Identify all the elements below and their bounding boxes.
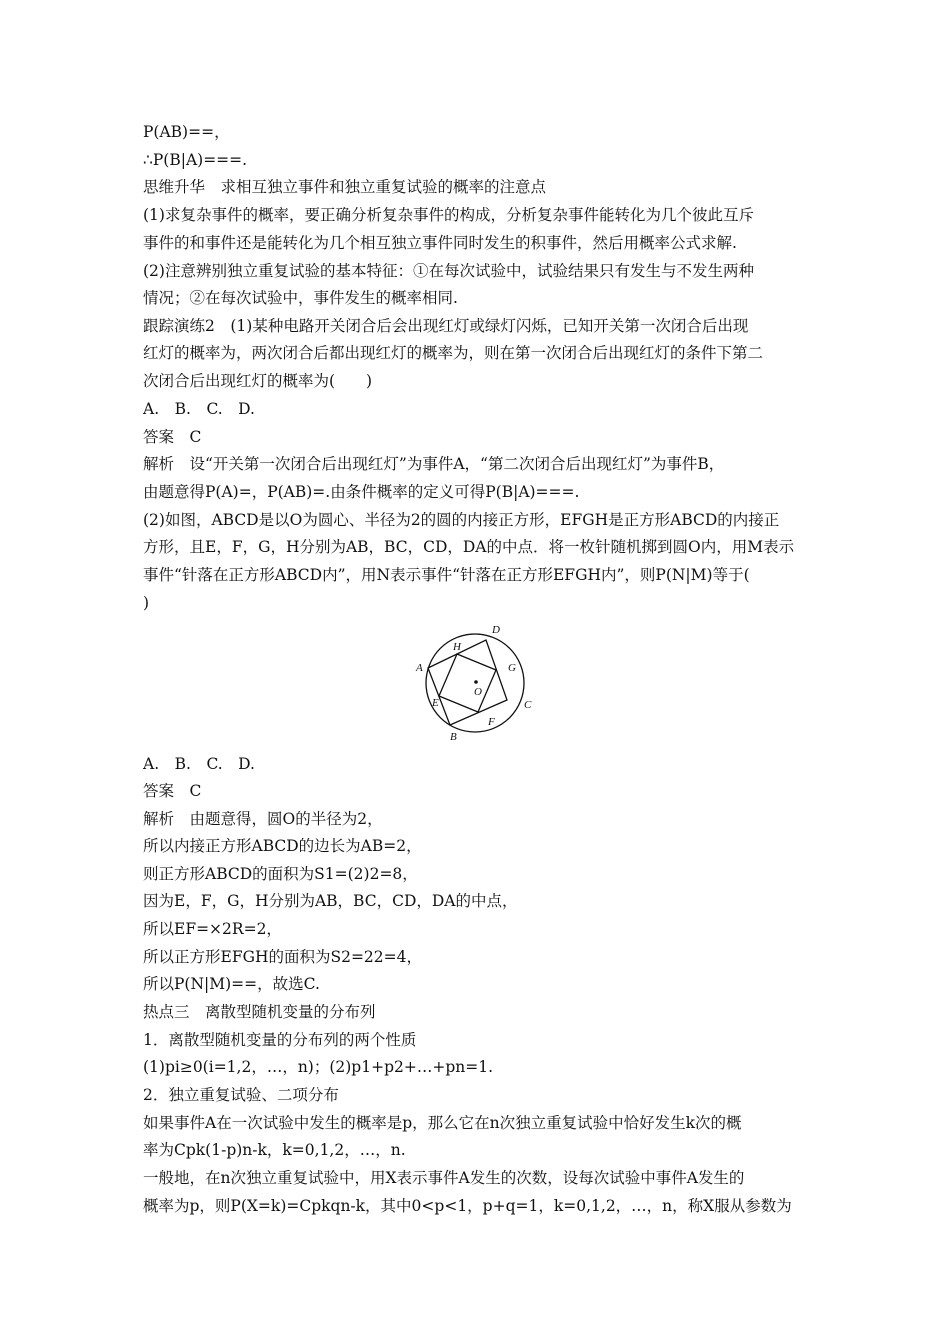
label-g: G (508, 662, 516, 674)
circle-square-diagram (410, 618, 540, 748)
square-abcd (428, 640, 507, 725)
text-line-17: 事件“针落在正方形ABCD内”，用N表示事件“针落在正方形EFGH内”，则P(N|M)等于( (143, 566, 750, 584)
text-line-11: A. B. C. D. (143, 400, 255, 418)
text-line-27: 所以P(N|M)==，故选C. (143, 975, 320, 993)
text-line-33: 率为Cpk(1-p)n-k，k=0,1,2，…，n. (143, 1141, 406, 1159)
text-line-7: 情况；②在每次试验中，事件发生的概率相同. (143, 289, 458, 307)
label-e: E (432, 697, 439, 709)
text-line-16: 方形，且E，F，G，H分别为AB，BC，CD，DA的中点．将一枚针随机掷到圆O内，用M表示 (143, 538, 795, 556)
text-line-2: ∴P(B|A)===. (143, 151, 248, 169)
text-line-12: 答案 C (143, 428, 202, 446)
label-d: D (492, 624, 500, 636)
text-line-5: 事件的和事件还是能转化为几个相互独立事件同时发生的积事件，然后用概率公式求解. (143, 234, 737, 252)
label-o: O (474, 686, 482, 698)
text-line-30: (1)pi≥0(i=1,2，…，n)；(2)p1+p2+…+pn=1. (143, 1058, 494, 1076)
text-line-1: P(AB)==， (143, 123, 230, 141)
text-line-8: 跟踪演练2 (1)某种电路开关闭合后会出现红灯或绿灯闪烁，已知开关第一次闭合后出现 (143, 317, 749, 335)
text-line-34: 一般地，在n次独立重复试验中，用X表示事件A发生的次数，设每次试验中事件A发生的 (143, 1169, 745, 1187)
text-line-22: 所以内接正方形ABCD的边长为AB=2， (143, 837, 422, 855)
text-line-35: 概率为p，则P(X=k)=Cpkqn-k，其中0<p<1，p+q=1，k=0,1,2，…，n，称X服从参数为 (143, 1197, 792, 1215)
center-point (474, 680, 478, 684)
text-line-18: ) (143, 594, 150, 612)
text-line-19: A. B. C. D. (143, 755, 255, 773)
text-line-15: (2)如图，ABCD是以O为圆心、半径为2的圆的内接正方形，EFGH是正方形ABCD的内接正 (143, 511, 780, 529)
label-b: B (450, 731, 457, 743)
label-c: C (524, 699, 532, 711)
text-line-6: (2)注意辨别独立重复试验的基本特征：①在每次试验中，试验结果只有发生与不发生两种 (143, 262, 754, 280)
text-line-9: 红灯的概率为，两次闭合后都出现红灯的概率为，则在第一次闭合后出现红灯的条件下第二 (143, 344, 764, 362)
text-line-3: 思维升华 求相互独立事件和独立重复试验的概率的注意点 (143, 178, 547, 196)
text-line-29: 1．离散型随机变量的分布列的两个性质 (143, 1031, 417, 1049)
text-line-26: 所以正方形EFGH的面积为S2=22=4， (143, 948, 423, 966)
text-line-20: 答案 C (143, 782, 202, 800)
text-line-24: 因为E，F，G，H分别为AB，BC，CD，DA的中点， (143, 892, 518, 910)
label-h: H (453, 641, 461, 653)
label-f: F (488, 716, 495, 728)
text-line-23: 则正方形ABCD的面积为S1=(2)2=8， (143, 865, 418, 883)
text-line-31: 2．独立重复试验、二项分布 (143, 1086, 339, 1104)
text-line-21: 解析 由题意得，圆O的半径为2， (143, 810, 383, 828)
text-line-4: (1)求复杂事件的概率，要正确分析复杂事件的构成，分析复杂事件能转化为几个彼此互斥 (143, 206, 754, 224)
text-line-28: 热点三 离散型随机变量的分布列 (143, 1003, 376, 1021)
square-efgh (439, 654, 496, 712)
text-line-13: 解析 设“开关第一次闭合后出现红灯”为事件A，“第二次闭合后出现红灯”为事件B， (143, 455, 725, 473)
label-a: A (416, 662, 423, 674)
text-line-32: 如果事件A在一次试验中发生的概率是p，那么它在n次独立重复试验中恰好发生k次的概 (143, 1114, 742, 1132)
text-line-10: 次闭合后出现红灯的概率为( ) (143, 372, 373, 390)
text-line-14: 由题意得P(A)=，P(AB)=.由条件概率的定义可得P(B|A)===. (143, 483, 580, 501)
text-line-25: 所以EF=×2R=2， (143, 920, 282, 938)
geometry-figure (410, 618, 540, 748)
